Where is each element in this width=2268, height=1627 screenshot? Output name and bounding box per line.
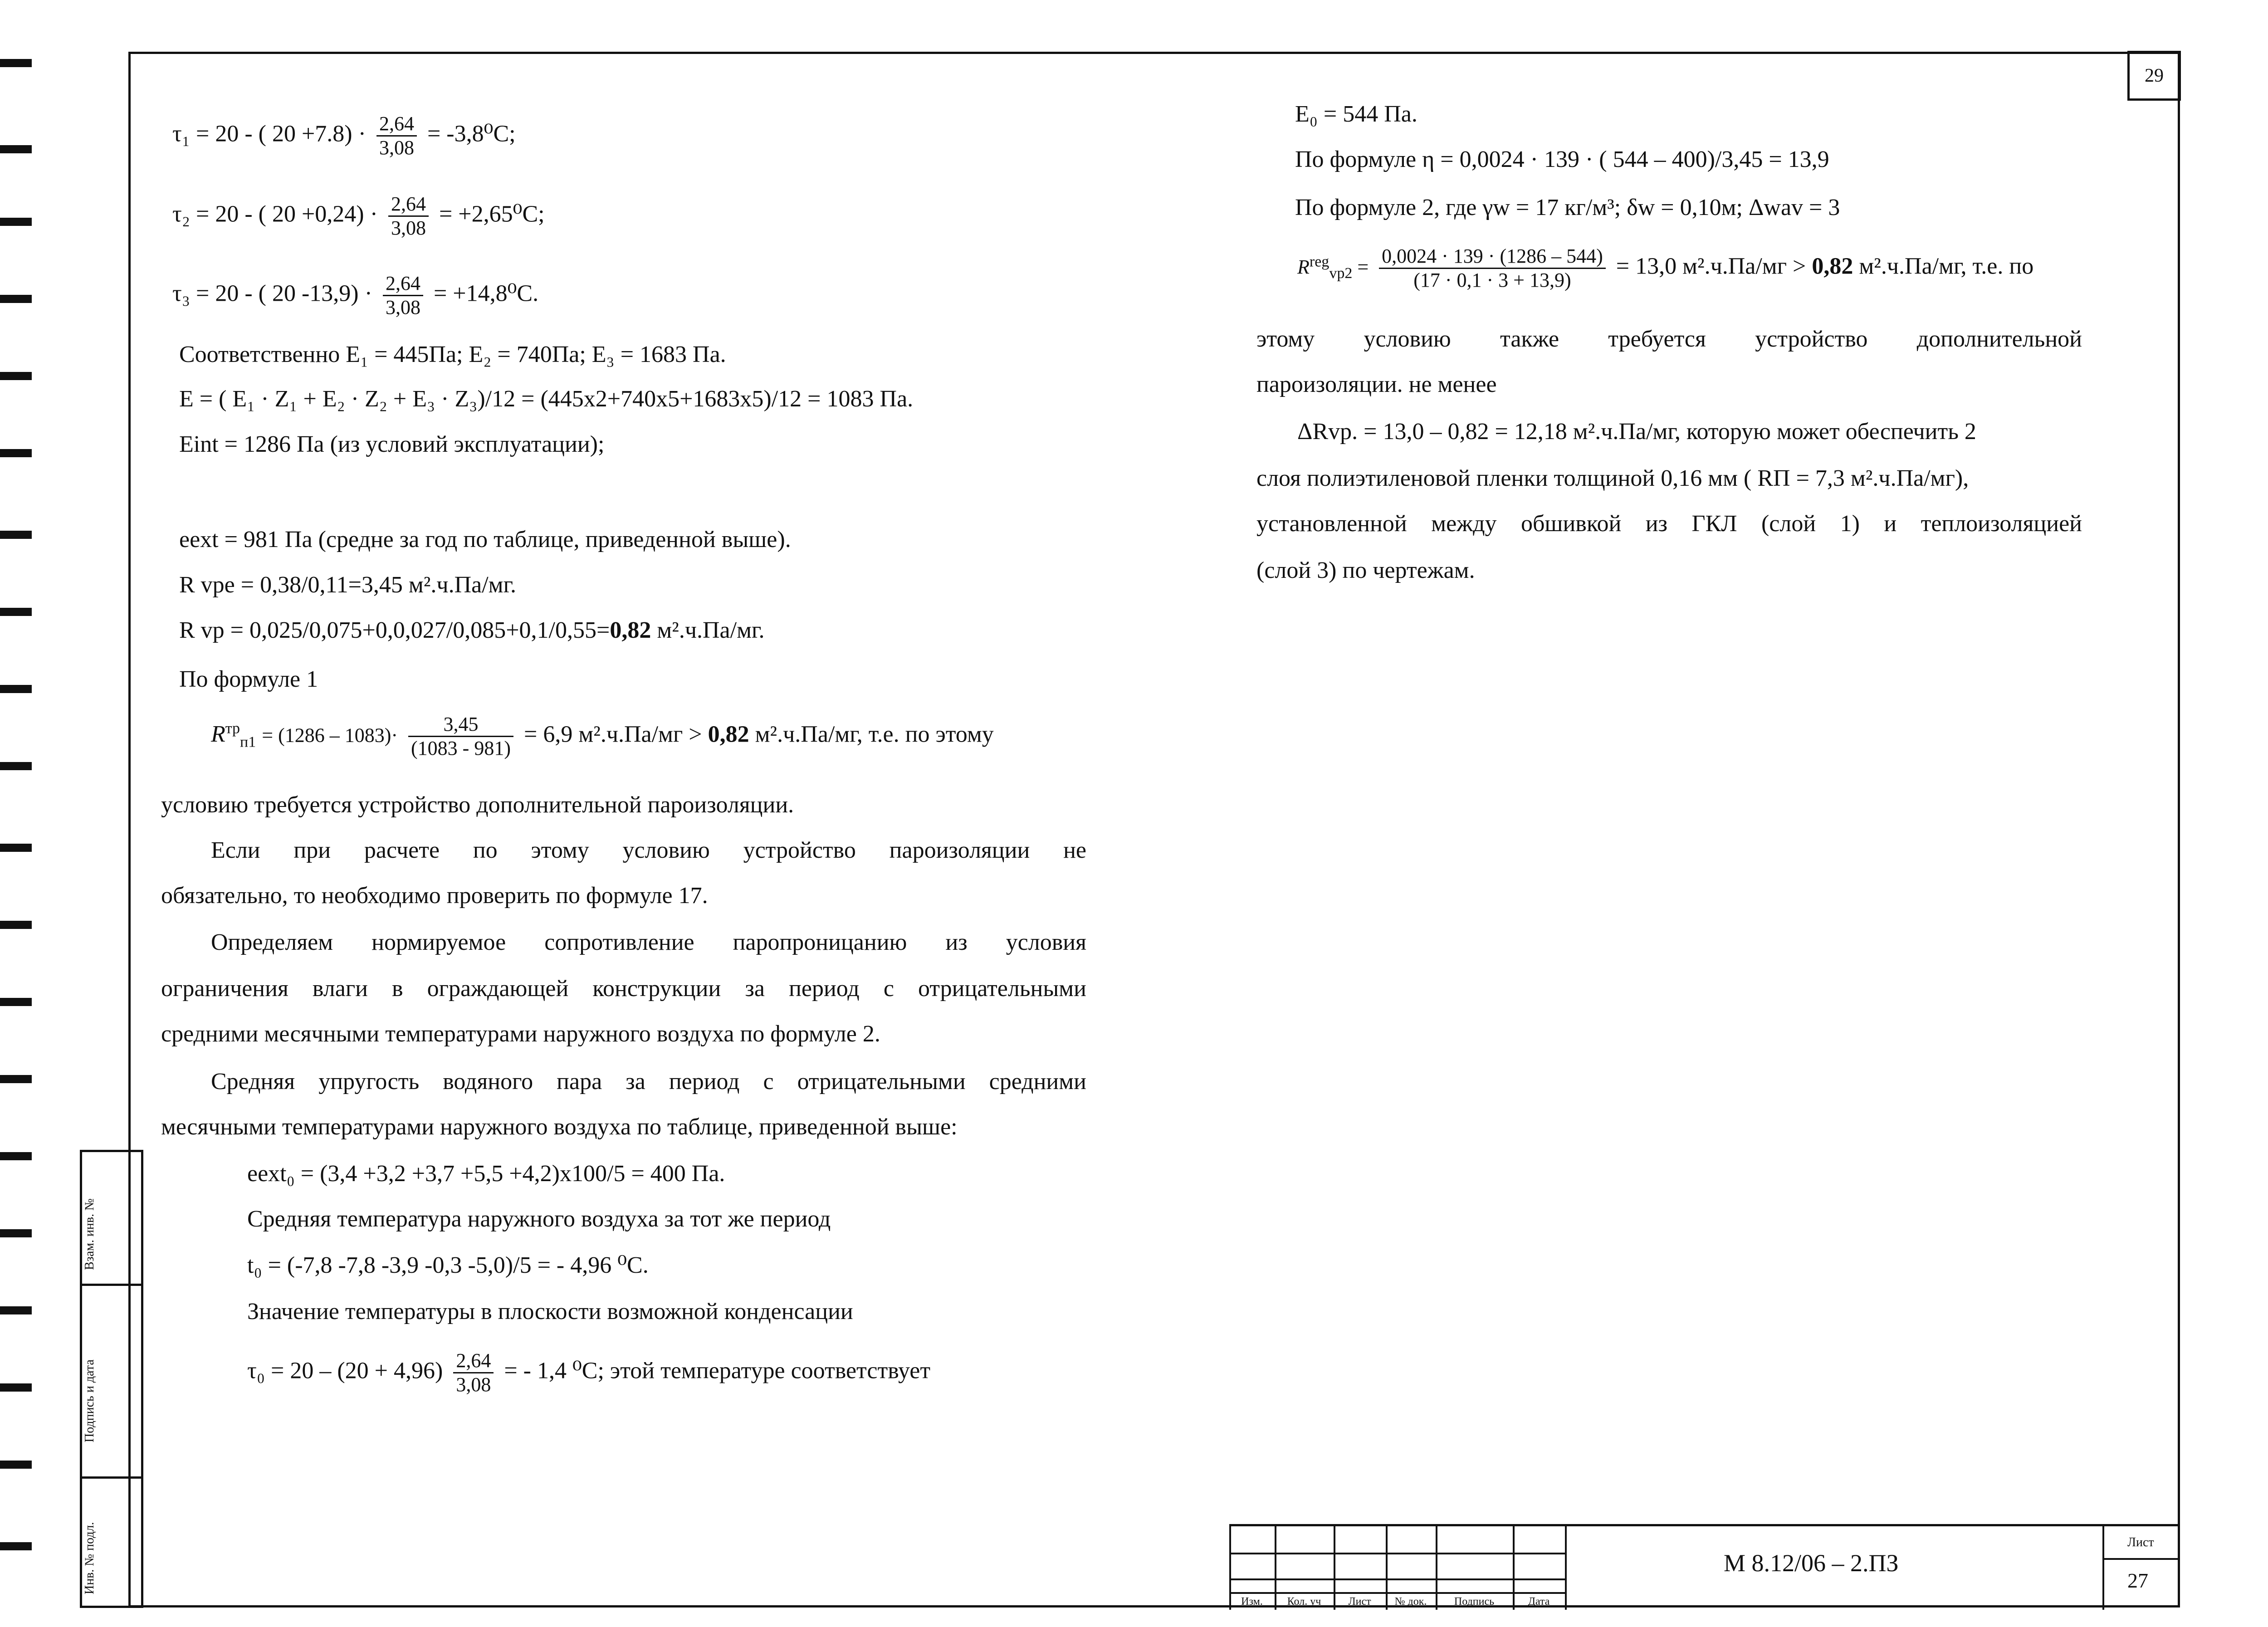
text-line-plane: Значение температуры в плоскости возможной конденсации <box>247 1299 853 1324</box>
scan-mark <box>0 762 32 770</box>
paragraph-2-line-1: Если при расчете по этому условию устройство пароизоляции не <box>211 837 1086 863</box>
text-line-e123: Соответственно E₁ = 445Па; E₂ = 740Па; E₃ = 1683 Па. <box>179 342 726 367</box>
scan-mark <box>0 1461 32 1469</box>
scan-mark <box>0 998 32 1006</box>
formula-1: $R^{тр}_{п1} = (1286 - 1083)\cdot$ $\frac{3,45}{(1083 - 981)}$ = 6,9 м².ч.Па/мг > 0,82 м².ч.Па/мг, т.е. по этому <box>211 713 994 759</box>
scan-mark <box>0 218 32 226</box>
paragraph-4-line-1: Средняя упругость водяного пара за период с отрицательными средними <box>211 1069 1086 1094</box>
paragraph-r2-line-1: ΔRvp. = 13,0 – 0,82 = 12,18 м².ч.Па/мг, которую может обеспечить 2 <box>1297 419 1976 445</box>
scan-mark <box>0 449 32 457</box>
text-line-eta: По формуле η = 0,0024 · 139 · ( 544 – 400)/3,45 = 13,9 <box>1295 147 1829 172</box>
text-line-eext: eext = 981 Па (средне за год по таблице, приведенной выше). <box>179 527 791 552</box>
page-number: 29 <box>2127 51 2181 101</box>
scan-mark <box>0 295 32 303</box>
scan-mark <box>0 1306 32 1314</box>
paragraph-4-line-2: месячными температурами наружного воздуха по таблице, приведенной выше: <box>161 1114 958 1140</box>
scan-mark <box>0 372 32 380</box>
title-block-header: Кол. уч <box>1287 1596 1321 1607</box>
scan-mark <box>0 685 32 693</box>
title-block <box>1229 1524 2180 1610</box>
scan-mark <box>0 59 32 67</box>
scan-mark <box>0 1542 32 1550</box>
scan-mark <box>0 1383 32 1392</box>
text-line-rvpe: R vpe = 0,38/0,11=3,45 м².ч.Па/мг. <box>179 572 517 598</box>
title-block-header: Лист <box>1348 1596 1371 1607</box>
formula-tau1: τ₁ = 20 - ( 20 +7.8) · $\frac{2,64}{3,08}$ = -3,8⁰С; <box>172 112 516 159</box>
paragraph-3-line-2: ограничения влаги в ограждающей конструкции за период с отрицательными <box>161 976 1086 1002</box>
formula-2: $R^{reg}_{vp2}$ = $\frac{0,0024 \cdot 139 \cdot (1286 - 544)}{(17 \cdot 0,1 \cdot 3 + 13,9)}$ = 13,0 м².ч.Па/мг > 0,82 м².ч.Па/мг, т.е. по <box>1297 245 2034 291</box>
formula-tau0: τ₀ = 20 – (20 + 4,96) $\frac{2,64}{3,08}$ = - 1,4 ⁰С; этой температуре соответствует <box>247 1349 931 1396</box>
side-label-replace-inv: Взам. инв. № <box>83 1198 97 1270</box>
formula-tau2: τ₂ = 20 - ( 20 +0,24) · $\frac{2,64}{3,08}$ = +2,65⁰С; <box>172 193 545 239</box>
formula-tau3: τ₃ = 20 - ( 20 -13,9) · $\frac{2,64}{3,08}$ = +14,8⁰С. <box>172 272 539 318</box>
scan-mark <box>0 1152 32 1160</box>
paragraph-r1-line-1: этому условию также требуется устройство дополнительной <box>1256 326 2082 352</box>
scan-mark <box>0 1075 32 1083</box>
text-line-e0-ext: eext₀ = (3,4 +3,2 +3,7 +5,5 +4,2)x100/5 = 400 Па. <box>247 1161 725 1187</box>
scan-mark <box>0 531 32 539</box>
side-label-inv-orig: Инв. № подл. <box>83 1522 97 1594</box>
text-line-t0: t₀ = (-7,8 -7,8 -3,9 -0,3 -5,0)/5 = - 4,96 ⁰С. <box>247 1252 649 1278</box>
scan-mark <box>0 145 32 153</box>
text-line-formula2: По формуле 2, где γw = 17 кг/м³; δw = 0,10м; Δwav = 3 <box>1295 195 1840 220</box>
paragraph-1: условию требуется устройство дополнительной пароизоляции. <box>161 792 794 818</box>
scan-mark <box>0 921 32 929</box>
scan-mark <box>0 608 32 616</box>
scan-mark <box>0 1229 32 1237</box>
paragraph-r2-line-4: (слой 3) по чертежам. <box>1256 557 1475 583</box>
scan-mark <box>0 844 32 852</box>
document-number: М 8.12/06 – 2.ПЗ <box>1724 1549 1899 1577</box>
text-line-t-label: Средняя температура наружного воздуха за тот же период <box>247 1206 831 1232</box>
paragraph-r2-line-3: установленной между обшивкой из ГКЛ (слой 1) и теплоизоляцией <box>1256 511 2082 537</box>
title-block-header: Изм. <box>1241 1596 1263 1607</box>
paragraph-r1-line-2: пароизоляции. не менее <box>1256 371 1497 397</box>
paragraph-3-line-3: средними месячными температурами наружного воздуха по формуле 2. <box>161 1021 880 1047</box>
title-block-header: № док. <box>1394 1596 1427 1607</box>
text-line-e0: E₀ = 544 Па. <box>1295 101 1418 127</box>
paragraph-3-line-1: Определяем нормируемое сопротивление паропроницанию из условия <box>211 929 1086 955</box>
paragraph-2-line-2: обязательно, то необходимо проверить по формуле 17. <box>161 883 708 909</box>
formula-1-label: По формуле 1 <box>179 666 318 692</box>
sheet-number: 27 <box>2127 1569 2148 1592</box>
title-block-header: Дата <box>1528 1596 1550 1607</box>
sheet-label: Лист <box>2127 1535 2154 1549</box>
paragraph-r2-line-2: слоя полиэтиленовой пленки толщиной 0,16 мм ( RП = 7,3 м².ч.Па/мг), <box>1256 465 1969 491</box>
text-line-rvp: R vp = 0,025/0,075+0,0,027/0,085+0,1/0,55=0,82 м².ч.Па/мг. <box>179 617 765 643</box>
side-label-sign-date: Подпись и дата <box>83 1359 97 1442</box>
text-line-eint: Eint = 1286 Па (из условий эксплуатации); <box>179 431 605 457</box>
text-line-e: E = ( E₁ · Z₁ + E₂ · Z₂ + E₃ · Z₃)/12 = (445x2+740x5+1683x5)/12 = 1083 Па. <box>179 386 914 412</box>
title-block-header: Подпись <box>1454 1596 1495 1607</box>
